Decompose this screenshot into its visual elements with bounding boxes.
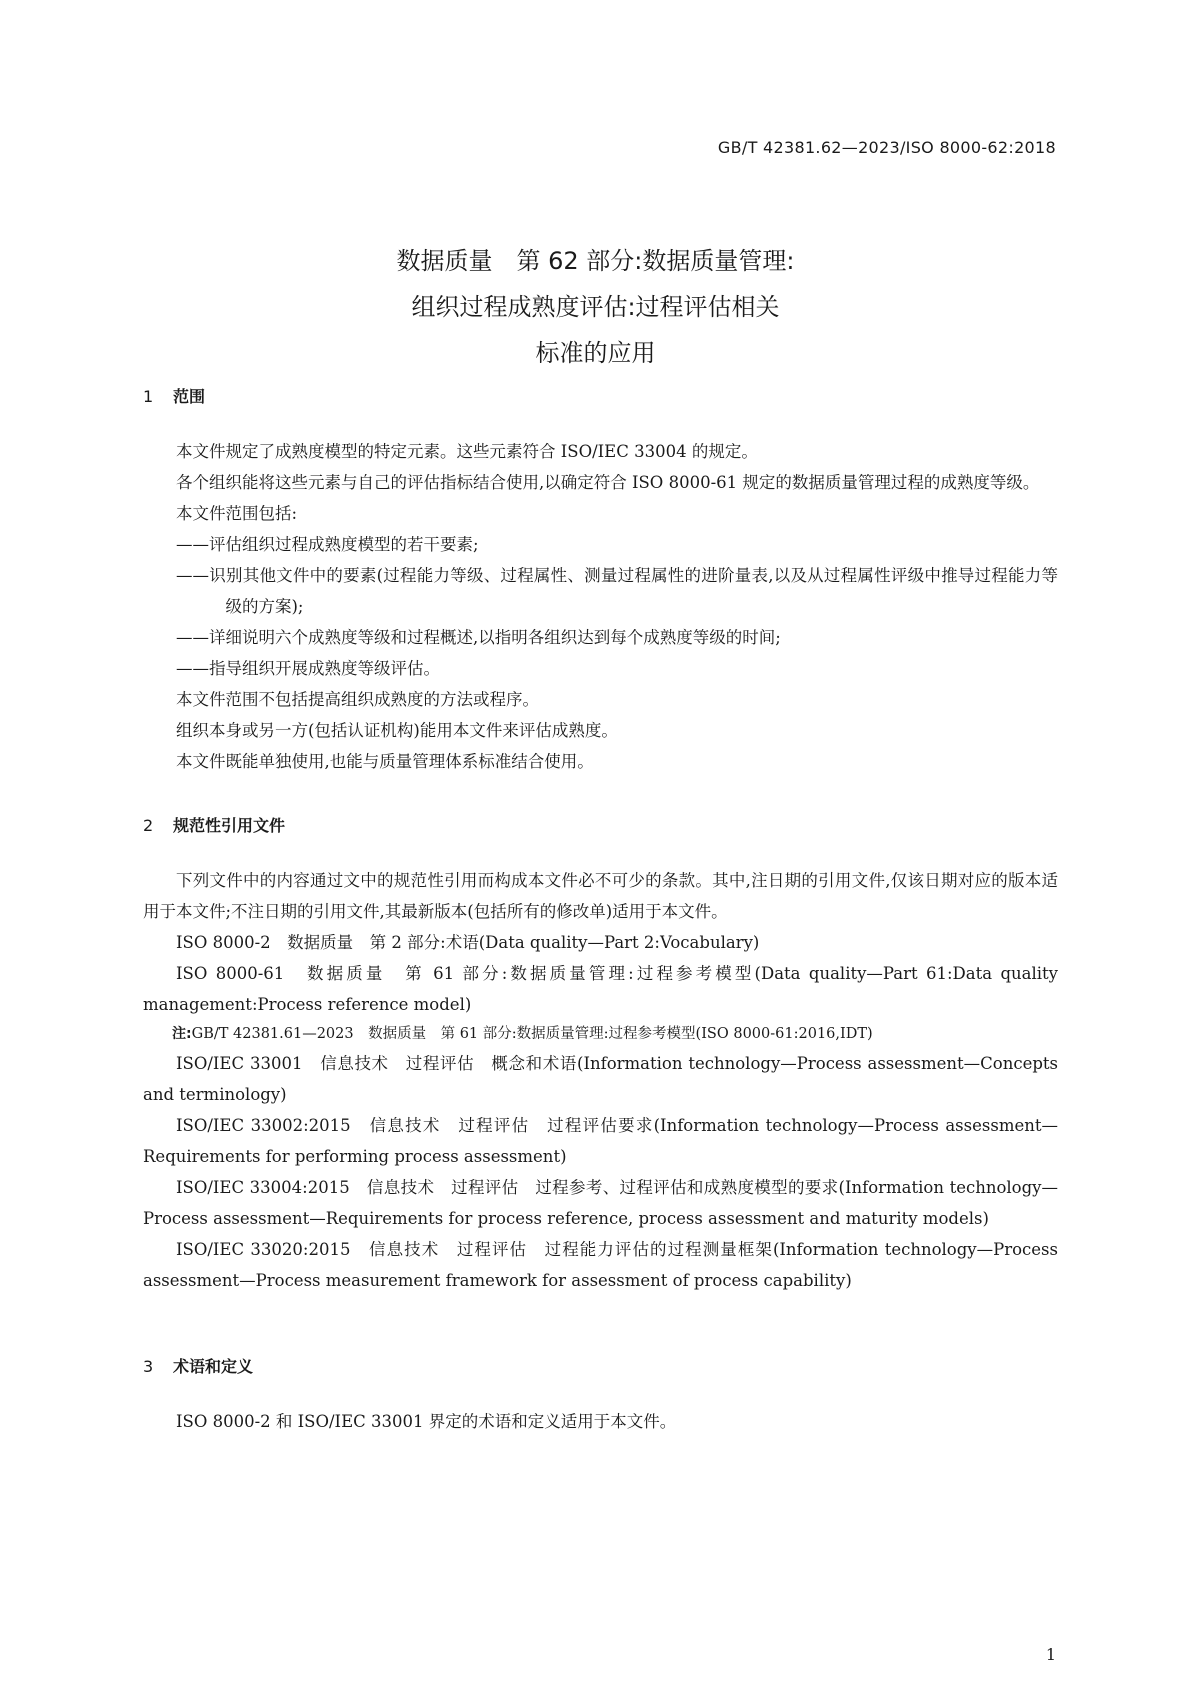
reference-entry: ISO 8000-61 数据质量 第 61 部分:数据质量管理:过程参考模型(Data quality—Part 61:Data quality management:Process reference model)	[143, 964, 1058, 1014]
document-title	[0, 238, 1191, 376]
title-line-3: 标准的应用	[535, 339, 656, 367]
paragraph: 本文件范围不包括提高组织成熟度的方法或程序。	[176, 690, 539, 709]
paragraph: 本文件范围包括:	[176, 504, 298, 523]
section-3-body	[143, 1406, 1058, 1437]
reference-entry: ISO/IEC 33020:2015 信息技术 过程评估 过程能力评估的过程测量框架(Information technology—Process assessment—Process measurement framework for assessment of process capability)	[143, 1240, 1058, 1290]
section-number: 1	[143, 387, 154, 406]
reference-note	[143, 1020, 1058, 1048]
title-line-2: 组织过程成熟度评估:过程评估相关	[411, 293, 780, 321]
paragraph: ISO 8000-2 和 ISO/IEC 33001 界定的术语和定义适用于本文件。	[176, 1412, 677, 1431]
list-item: ——识别其他文件中的要素(过程能力等级、过程属性、测量过程属性的进阶量表,以及从过程属性评级中推导过程能力等级的方案);	[176, 566, 1058, 616]
section-1-body	[143, 436, 1058, 777]
paragraph: 各个组织能将这些元素与自己的评估指标结合使用,以确定符合 ISO 8000-61 规定的数据质量管理过程的成熟度等级。	[176, 473, 1040, 492]
list-item: ——详细说明六个成熟度等级和过程概述,以指明各组织达到每个成熟度等级的时间;	[176, 628, 781, 647]
note-text: GB/T 42381.61—2023 数据质量 第 61 部分:数据质量管理:过程参考模型(ISO 8000-61:2016,IDT)	[191, 1026, 873, 1042]
reference-entry: ISO/IEC 33002:2015 信息技术 过程评估 过程评估要求(Information technology—Process assessment—Requirements for performing process assessment)	[143, 1116, 1058, 1166]
section-title: 范围	[173, 387, 206, 406]
list-item: ——评估组织过程成熟度模型的若干要素;	[176, 535, 479, 554]
paragraph: 下列文件中的内容通过文中的规范性引用而构成本文件必不可少的条款。其中,注日期的引用文件,仅该日期对应的版本适用于本文件;不注日期的引用文件,其最新版本(包括所有的修改单)适用于本文件。	[143, 871, 1058, 921]
reference-entry: ISO 8000-2 数据质量 第 2 部分:术语(Data quality—Part 2:Vocabulary)	[176, 933, 760, 952]
section-number: 2	[143, 816, 154, 835]
section-2-body	[143, 865, 1058, 1296]
reference-entry: ISO/IEC 33001 信息技术 过程评估 概念和术语(Information technology—Process assessment—Concepts and terminology)	[143, 1054, 1058, 1104]
note-label: 注:	[172, 1026, 192, 1042]
title-line-1: 数据质量 第 62 部分:数据质量管理:	[396, 247, 795, 275]
section-title: 规范性引用文件	[173, 816, 286, 835]
section-3-heading	[143, 1354, 253, 1377]
list-item: ——指导组织开展成熟度等级评估。	[176, 659, 440, 678]
paragraph: 本文件规定了成熟度模型的特定元素。这些元素符合 ISO/IEC 33004 的规定。	[176, 442, 758, 461]
reference-entry: ISO/IEC 33004:2015 信息技术 过程评估 过程参考、过程评估和成熟度模型的要求(Information technology—Process assessment—Requirements for process reference, process assessment and maturity models)	[143, 1178, 1058, 1228]
paragraph: 组织本身或另一方(包括认证机构)能用本文件来评估成熟度。	[176, 721, 618, 740]
section-2-heading	[143, 813, 285, 836]
paragraph: 本文件既能单独使用,也能与质量管理体系标准结合使用。	[176, 752, 594, 771]
section-number: 3	[143, 1357, 154, 1376]
section-1-heading	[143, 384, 205, 407]
page-number: 1	[1045, 1645, 1056, 1664]
standard-code-header: GB/T 42381.62—2023/ISO 8000-62:2018	[717, 138, 1056, 157]
section-title: 术语和定义	[173, 1357, 254, 1376]
